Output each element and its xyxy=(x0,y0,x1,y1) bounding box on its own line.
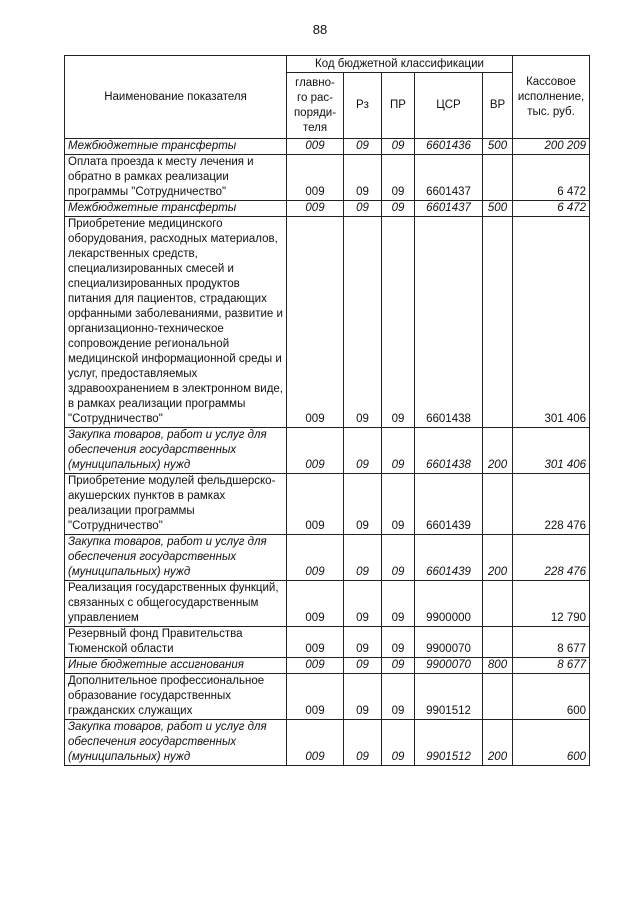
header-pr: ПР xyxy=(382,73,415,139)
row-pr: 09 xyxy=(382,217,415,428)
row-csr: 9900070 xyxy=(415,627,483,658)
row-glav: 009 xyxy=(287,581,344,627)
table-row xyxy=(65,155,590,201)
row-amount: 228 476 xyxy=(513,535,590,581)
header-csr: ЦСР xyxy=(415,73,483,139)
row-name: Межбюджетные трансферты xyxy=(65,139,287,155)
row-glav: 009 xyxy=(287,674,344,720)
row-amount: 301 406 xyxy=(513,428,590,474)
row-csr: 9901512 xyxy=(415,720,483,766)
header-vr: ВР xyxy=(483,73,513,139)
row-glav: 009 xyxy=(287,201,344,217)
row-rz: 09 xyxy=(344,720,382,766)
row-pr: 09 xyxy=(382,674,415,720)
row-name: Закупка товаров, работ и услуг для обеспечения государственных (муниципальных) нужд xyxy=(65,428,287,474)
row-csr: 9900000 xyxy=(415,581,483,627)
header-glav: главно-го рас-поряди-теля xyxy=(287,73,344,139)
row-rz: 09 xyxy=(344,627,382,658)
row-csr: 6601439 xyxy=(415,474,483,535)
table-row xyxy=(65,658,590,674)
row-name: Межбюджетные трансферты xyxy=(65,201,287,217)
row-pr: 09 xyxy=(382,720,415,766)
row-pr: 09 xyxy=(382,658,415,674)
header-rz: Рз xyxy=(344,73,382,139)
row-csr: 6601437 xyxy=(415,201,483,217)
row-amount: 200 209 xyxy=(513,139,590,155)
row-vr xyxy=(483,674,513,720)
table-body xyxy=(65,139,590,766)
row-vr: 500 xyxy=(483,201,513,217)
row-glav: 009 xyxy=(287,720,344,766)
row-name: Закупка товаров, работ и услуг для обеспечения государственных (муниципальных) нужд xyxy=(65,535,287,581)
row-name: Иные бюджетные ассигнования xyxy=(65,658,287,674)
table-row xyxy=(65,217,590,428)
row-vr: 800 xyxy=(483,658,513,674)
row-vr: 200 xyxy=(483,720,513,766)
row-pr: 09 xyxy=(382,139,415,155)
row-vr: 200 xyxy=(483,428,513,474)
table-row xyxy=(65,428,590,474)
row-csr: 6601439 xyxy=(415,535,483,581)
row-name: Приобретение модулей фельдшерско-акушерских пунктов в рамках реализации программы "Сотрудничество" xyxy=(65,474,287,535)
row-pr: 09 xyxy=(382,535,415,581)
row-glav: 009 xyxy=(287,217,344,428)
row-rz: 09 xyxy=(344,674,382,720)
row-rz: 09 xyxy=(344,139,382,155)
row-amount: 8 677 xyxy=(513,627,590,658)
row-vr: 500 xyxy=(483,139,513,155)
row-amount: 6 472 xyxy=(513,201,590,217)
row-rz: 09 xyxy=(344,428,382,474)
row-amount: 301 406 xyxy=(513,217,590,428)
row-name: Приобретение медицинского оборудования, расходных материалов, лекарственных средств, специализированных смесей и специализированных продуктов питания для пациентов, страдающих орфанными заболеваниями, развитие и организационно-техническое сопровождение региональной медицинской информационной среды и услуг, предоставляемых здравоохранением в электронном виде, в рамках реализации программы "Сотрудничество" xyxy=(65,217,287,428)
row-vr xyxy=(483,627,513,658)
row-pr: 09 xyxy=(382,581,415,627)
row-glav: 009 xyxy=(287,658,344,674)
row-amount: 228 476 xyxy=(513,474,590,535)
table-row xyxy=(65,720,590,766)
row-rz: 09 xyxy=(344,535,382,581)
row-csr: 9901512 xyxy=(415,674,483,720)
budget-table xyxy=(64,55,590,766)
row-csr: 9900070 xyxy=(415,658,483,674)
row-name: Резервный фонд Правительства Тюменской области xyxy=(65,627,287,658)
row-vr: 200 xyxy=(483,535,513,581)
table-header xyxy=(65,56,590,139)
row-name: Оплата проезда к месту лечения и обратно в рамках реализации программы "Сотрудничество" xyxy=(65,155,287,201)
row-vr xyxy=(483,474,513,535)
header-code-group: Код бюджетной классификации xyxy=(287,56,513,73)
row-rz: 09 xyxy=(344,658,382,674)
row-name: Реализация государственных функций, связанных с общегосударственным управлением xyxy=(65,581,287,627)
row-csr: 6601437 xyxy=(415,155,483,201)
table-row xyxy=(65,535,590,581)
row-pr: 09 xyxy=(382,428,415,474)
row-csr: 6601436 xyxy=(415,139,483,155)
row-amount: 6 472 xyxy=(513,155,590,201)
row-amount: 12 790 xyxy=(513,581,590,627)
table-row xyxy=(65,201,590,217)
page-number: 88 xyxy=(312,22,328,37)
row-pr: 09 xyxy=(382,627,415,658)
row-pr: 09 xyxy=(382,155,415,201)
row-amount: 600 xyxy=(513,674,590,720)
row-rz: 09 xyxy=(344,217,382,428)
row-glav: 009 xyxy=(287,139,344,155)
row-glav: 009 xyxy=(287,155,344,201)
row-vr xyxy=(483,155,513,201)
row-glav: 009 xyxy=(287,535,344,581)
row-glav: 009 xyxy=(287,627,344,658)
row-glav: 009 xyxy=(287,474,344,535)
row-rz: 09 xyxy=(344,474,382,535)
row-pr: 09 xyxy=(382,474,415,535)
row-csr: 6601438 xyxy=(415,217,483,428)
header-name: Наименование показателя xyxy=(65,56,287,139)
table-row xyxy=(65,139,590,155)
row-vr xyxy=(483,581,513,627)
row-rz: 09 xyxy=(344,581,382,627)
header-execution: Кассовое исполнение, тыс. руб. xyxy=(513,56,590,139)
row-name: Закупка товаров, работ и услуг для обеспечения государственных (муниципальных) нужд xyxy=(65,720,287,766)
row-csr: 6601438 xyxy=(415,428,483,474)
table-row xyxy=(65,581,590,627)
row-rz: 09 xyxy=(344,155,382,201)
table-row xyxy=(65,627,590,658)
table-row xyxy=(65,674,590,720)
row-amount: 8 677 xyxy=(513,658,590,674)
row-amount: 600 xyxy=(513,720,590,766)
row-glav: 009 xyxy=(287,428,344,474)
row-pr: 09 xyxy=(382,201,415,217)
row-vr xyxy=(483,217,513,428)
row-name: Дополнительное профессиональное образование государственных гражданских служащих xyxy=(65,674,287,720)
row-rz: 09 xyxy=(344,201,382,217)
table-row xyxy=(65,474,590,535)
